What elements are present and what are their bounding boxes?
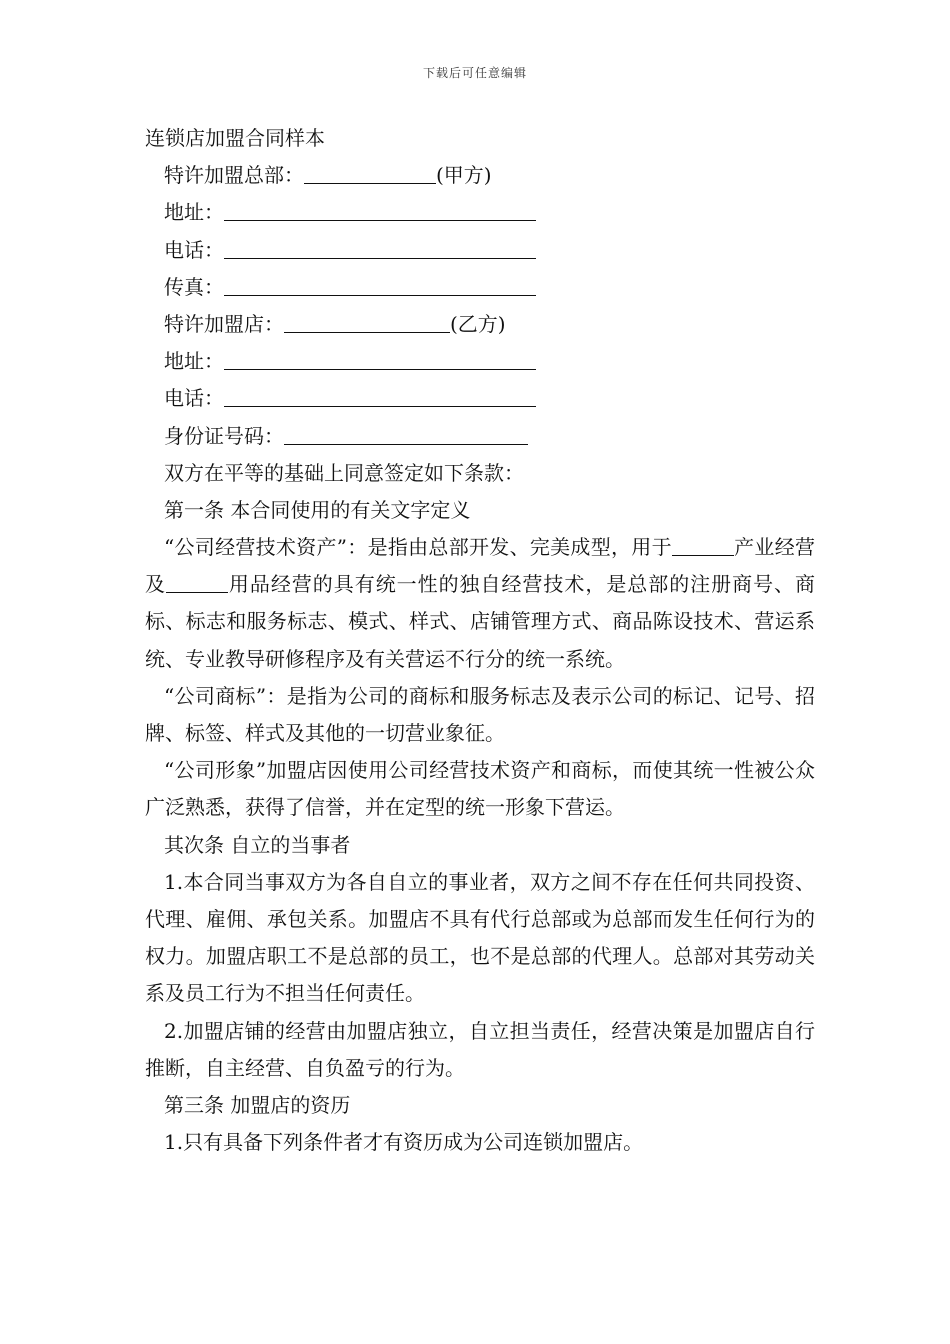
article-2-item-2: 2.加盟店铺的经营由加盟店独立，自立担当责任，经营决策是加盟店自行推断，自主经营、自负盈亏的行为。 bbox=[145, 1018, 815, 1080]
party-b-phone-blank bbox=[224, 384, 536, 407]
definition-1-part-2: 产业经营及 bbox=[145, 535, 815, 597]
party-a-phone-blank bbox=[224, 236, 536, 259]
article-1-heading: 第一条 本合同使用的有关文字定义 bbox=[164, 497, 471, 522]
article-1-definition-1 bbox=[145, 529, 815, 678]
product-blank bbox=[166, 570, 228, 593]
party-a-suffix: (甲方) bbox=[436, 163, 492, 188]
party-b-id-blank bbox=[284, 422, 528, 445]
party-a-address-label: 地址： bbox=[164, 200, 224, 225]
party-b-phone-line bbox=[145, 380, 815, 417]
article-1-definition-2: “公司商标”：是指为公司的商标和服务标志及表示公司的标记、记号、招牌、标签、样式及其他的一切营业象征。 bbox=[145, 683, 815, 746]
party-b-address-blank bbox=[224, 347, 536, 370]
contract-document bbox=[145, 120, 815, 1161]
party-b-line bbox=[145, 306, 815, 343]
party-a-fax-blank bbox=[224, 273, 536, 296]
party-b-suffix: (乙方) bbox=[450, 311, 506, 336]
definition-1-part-3: 用品经营的具有统一性的独自经营技术，是总部的注册商号、商标、标志和服务标志、模式、样式、店铺管理方式、商品陈设技术、营运系统、专业教导研修程序及有关营运不行分的统一系统。 bbox=[145, 572, 816, 671]
definition-1-part-1: “公司经营技术资产”：是指由总部开发、完美成型，用于 bbox=[164, 535, 672, 560]
article-3-heading: 第三条 加盟店的资历 bbox=[164, 1093, 351, 1118]
article-3-item-1: 1.只有具备下列条件者才有资历成为公司连锁加盟店。 bbox=[164, 1130, 644, 1155]
party-a-phone-label: 电话： bbox=[164, 237, 224, 262]
party-a-fax-label: 传真： bbox=[164, 274, 224, 299]
article-2-heading: 其次条 自立的当事者 bbox=[164, 832, 351, 857]
article-2-item-1: 1.本合同当事双方为各自自立的事业者，双方之间不存在任何共同投资、代理、雇佣、承包关系。加盟店不具有代行总部或为总部而发生任何行为的权力。加盟店职工不是总部的员工，也不是总部的代理人。总部对其劳动关系及员工行为不担当任何责任。 bbox=[145, 869, 815, 1006]
party-a-address-blank bbox=[224, 198, 536, 221]
page-header-note: 下载后可任意编辑 bbox=[422, 66, 527, 80]
article-1-definition-3: “公司形象”加盟店因使用公司经营技术资产和商标，而使其统一性被公众广泛熟悉，获得了信誉，并在定型的统一形象下营运。 bbox=[145, 758, 815, 820]
party-a-blank bbox=[304, 161, 436, 184]
party-b-id-label: 身份证号码： bbox=[164, 423, 284, 448]
party-a-phone-line bbox=[145, 232, 815, 269]
document-title: 连锁店加盟合同样本 bbox=[145, 126, 325, 150]
intro-text: 双方在平等的基础上同意签定如下条款： bbox=[164, 460, 524, 485]
party-a-label: 特许加盟总部： bbox=[164, 163, 304, 188]
party-a-fax-line bbox=[145, 269, 815, 306]
party-b-address-label: 地址： bbox=[164, 349, 224, 374]
party-b-blank bbox=[284, 310, 450, 333]
party-b-phone-label: 电话： bbox=[164, 386, 224, 411]
industry-blank bbox=[672, 533, 734, 556]
party-b-label: 特许加盟店： bbox=[164, 311, 284, 336]
party-b-address-line bbox=[145, 343, 815, 380]
party-a-line bbox=[145, 157, 815, 194]
party-b-id-line bbox=[145, 418, 815, 455]
party-a-address-line bbox=[145, 194, 815, 231]
